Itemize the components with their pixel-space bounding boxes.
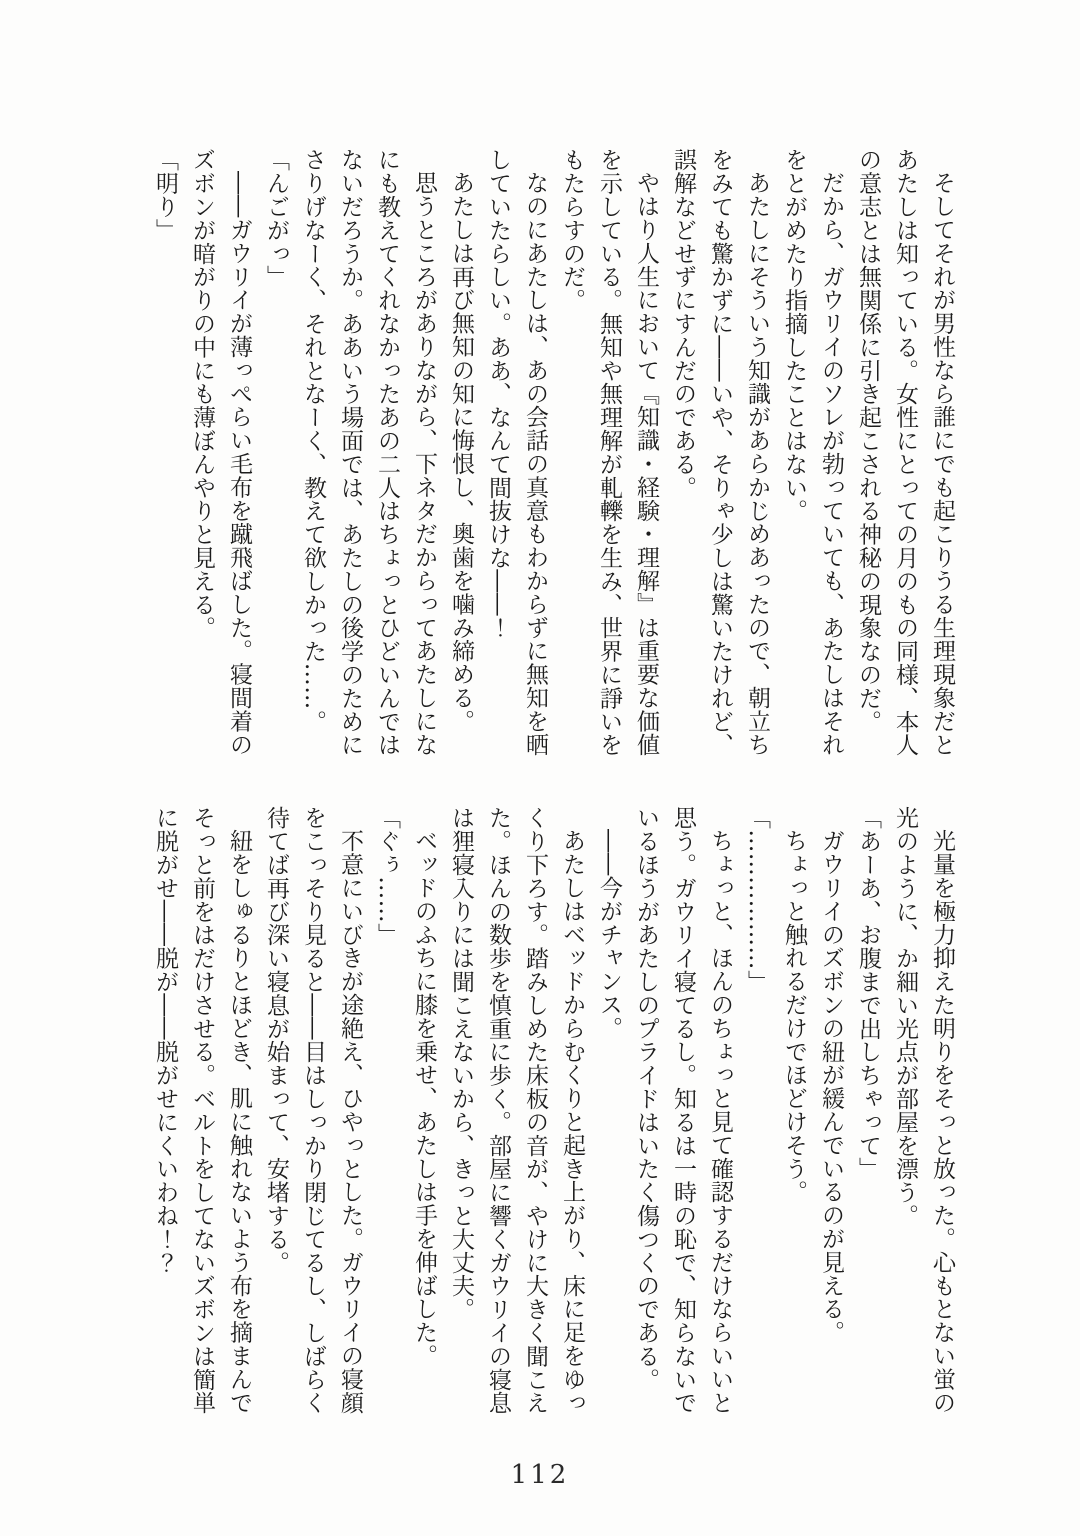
text-line: 光のように、か細い光点が部屋を漂う。 (892, 806, 918, 1228)
text-line: 「んごがっ」 (263, 148, 289, 289)
text-line: ベッドのふちに膝を乗せ、あたしは手を伸ばした。 (411, 829, 437, 1368)
page-text-bottom (146, 806, 960, 1422)
text-line: ちょっと、ほんのちょっと見て確認するだけならいいと (707, 829, 733, 1414)
text-line: なのにあたしは、あの会話の真意もわからずに無知を晒 (522, 171, 548, 756)
text-line: していたらしい。ああ、なんて間抜けな――！ (485, 148, 511, 640)
text-line: の意志とは無関係に引き起こされる神秘の現象なのだ。 (855, 148, 881, 733)
text-line: をこっそり見ると――目はしっかり閉じてるし、しばらく (300, 806, 326, 1415)
text-line: 誤解などせずにすんだのである。 (670, 148, 696, 499)
text-line: そしてそれが男性なら誰にでも起こりうる生理現象だと (929, 171, 955, 756)
text-line: もたらすのだ。 (559, 148, 585, 312)
text-line: ――今がチャンス。 (596, 829, 622, 1040)
text-line: 思う。ガウリイ寝てるし。知るは一時の恥で、知らないで (670, 806, 696, 1415)
text-line: 「あーあ、お腹まで出しちゃって」 (855, 806, 881, 1181)
text-line: 待てば再び深い寝息が始まって、安堵する。 (263, 806, 289, 1274)
text-line: をとがめたり指摘したことはない。 (781, 148, 807, 523)
text-line: あたしは知っている。女性にとっての月のもの同様、本人 (892, 148, 918, 757)
text-line: 思うところがありながら、下ネタだからってあたしにな (411, 171, 437, 756)
text-line: に脱がせ――脱が――脱がせにくいわね！？ (152, 806, 178, 1274)
text-line: いるほうがあたしのプライドはいたく傷つくのである。 (633, 806, 659, 1391)
text-line: 「ぐぅ……」 (374, 806, 400, 947)
text-line: あたしにそういう知識があらかじめあったので、朝立ち (744, 171, 770, 756)
text-line: た。ほんの数歩を慎重に歩く。部屋に響くガウリイの寝息 (485, 806, 511, 1415)
text-line: やはり人生において『知識・経験・理解』は重要な価値 (633, 171, 659, 756)
page-number: 112 (510, 1460, 570, 1490)
text-line: 「明り」 (152, 148, 178, 242)
text-line: ――ガウリイが薄っぺらい毛布を蹴飛ばした。寝間着の (226, 171, 252, 756)
text-line: さりげなーく、それとなーく、教えて欲しかった……。 (300, 148, 326, 733)
text-line: 光量を極力抑えた明りをそっと放った。心もとない蛍の (929, 829, 955, 1414)
text-line: だから、ガウリイのソレが勃っていても、あたしはそれ (818, 171, 844, 756)
text-line: あたしはベッドからむくりと起き上がり、床に足をゆっ (559, 829, 585, 1414)
text-line: くり下ろす。踏みしめた床板の音が、やけに大きく聞こえ (522, 806, 548, 1415)
text-line: ズボンが暗がりの中にも薄ぼんやりと見える。 (189, 148, 215, 640)
text-line: 「………………」 (744, 806, 770, 994)
page-text-top (146, 148, 960, 764)
text-line: は狸寝入りには聞こえないから、きっと大丈夫。 (448, 806, 474, 1321)
text-line: 紐をしゅるりとほどき、肌に触れないよう布を摘まんで (226, 829, 252, 1414)
text-line: そっと前をはだけさせる。ベルトをしてないズボンは簡単 (189, 806, 215, 1415)
text-line: ガウリイのズボンの紐が緩んでいるのが見える。 (818, 829, 844, 1344)
text-line: を示している。無知や無理解が軋轢を生み、世界に諍いを (596, 148, 622, 757)
text-line: 不意にいびきが途絶え、ひやっとした。ガウリイの寝顔 (337, 829, 363, 1414)
text-line: ないだろうか。ああいう場面では、あたしの後学のために (337, 148, 363, 757)
text-line: ちょっと触れるだけでほどけそう。 (781, 829, 807, 1204)
text-line: にも教えてくれなかったあの二人はちょっとひどいんでは (374, 148, 400, 757)
text-line: をみても驚かずに――いや、そりゃ少しは驚いたけれど、 (707, 148, 733, 757)
text-line: あたしは再び無知の知に悔恨し、奥歯を噛み締める。 (448, 171, 474, 733)
